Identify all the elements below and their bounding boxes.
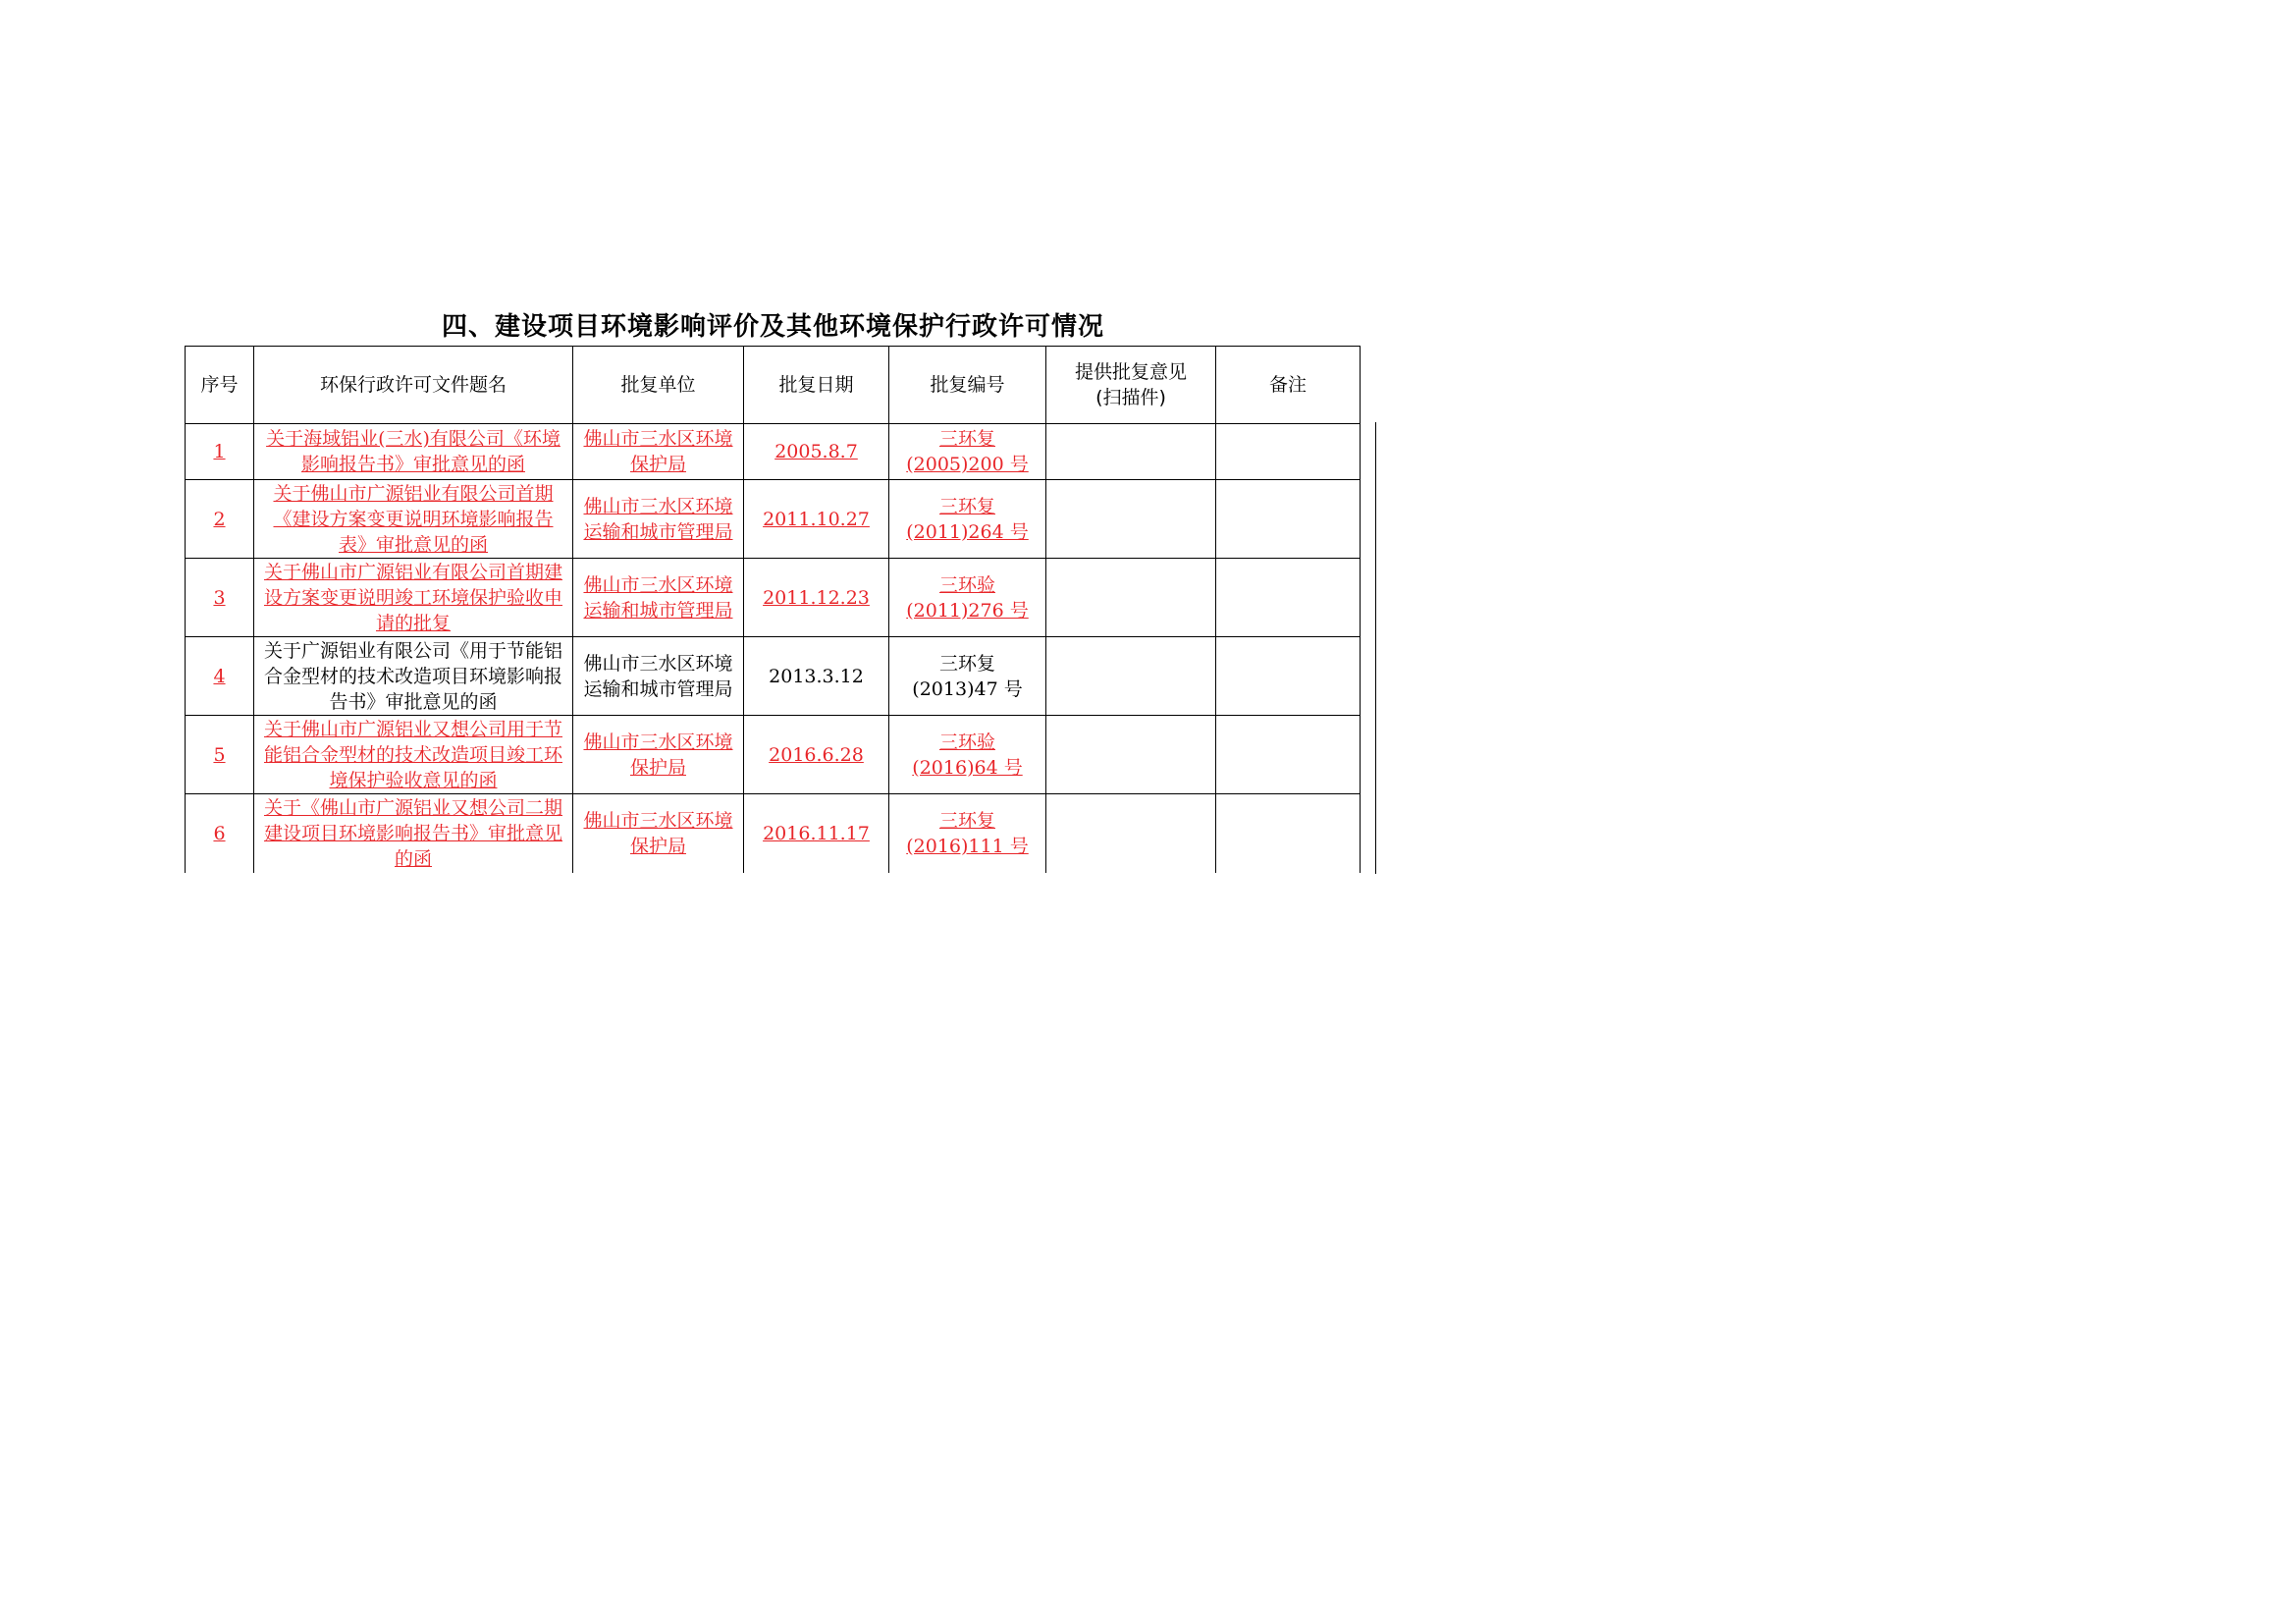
row-unit[interactable] bbox=[573, 794, 744, 873]
row-date[interactable] bbox=[744, 480, 889, 559]
row-scan bbox=[1046, 424, 1216, 480]
row-code-text[interactable]: 三环复(2005)200 号 bbox=[906, 428, 1029, 475]
row-code-text: 三环复(2013)47 号 bbox=[912, 652, 1023, 700]
row-date bbox=[744, 637, 889, 716]
row-remark bbox=[1216, 480, 1361, 559]
row-title-text: 关于广源铝业有限公司《用于节能铝合金型材的技术改造项目环境影响报告书》审批意见的函 bbox=[263, 639, 562, 713]
row-no[interactable] bbox=[186, 559, 254, 637]
table-row bbox=[186, 424, 1361, 480]
row-title[interactable] bbox=[254, 559, 573, 637]
row-no[interactable] bbox=[186, 480, 254, 559]
row-code[interactable] bbox=[889, 559, 1046, 637]
row-code-text[interactable]: 三环复(2011)264 号 bbox=[906, 495, 1029, 543]
row-title[interactable] bbox=[254, 424, 573, 480]
row-code bbox=[889, 637, 1046, 716]
row-unit-text[interactable]: 佛山市三水区环境保护局 bbox=[583, 731, 733, 779]
row-remark bbox=[1216, 716, 1361, 794]
row-no[interactable] bbox=[186, 424, 254, 480]
row-code[interactable] bbox=[889, 794, 1046, 873]
header-remark: 备注 bbox=[1216, 347, 1361, 424]
row-scan bbox=[1046, 559, 1216, 637]
row-unit-text[interactable]: 佛山市三水区环境保护局 bbox=[583, 809, 733, 857]
table-row bbox=[186, 480, 1361, 559]
row-scan bbox=[1046, 794, 1216, 873]
row-date-text[interactable]: 2005.8.7 bbox=[774, 441, 858, 462]
permits-table bbox=[185, 346, 1361, 873]
header-date: 批复日期 bbox=[744, 347, 889, 424]
row-unit-text[interactable]: 佛山市三水区环境运输和城市管理局 bbox=[583, 495, 733, 543]
row-unit-text[interactable]: 佛山市三水区环境保护局 bbox=[583, 428, 733, 475]
row-no[interactable] bbox=[186, 637, 254, 716]
row-scan bbox=[1046, 480, 1216, 559]
page-title: 四、建设项目环境影响评价及其他环境保护行政许可情况 bbox=[441, 312, 1104, 342]
header-no: 序号 bbox=[186, 347, 254, 424]
row-code[interactable] bbox=[889, 716, 1046, 794]
row-date-text: 2013.3.12 bbox=[769, 665, 864, 687]
row-code-text[interactable]: 三环复(2016)111 号 bbox=[906, 809, 1029, 857]
row-code-text[interactable]: 三环验(2016)64 号 bbox=[912, 731, 1023, 779]
row-title[interactable] bbox=[254, 480, 573, 559]
row-remark bbox=[1216, 424, 1361, 480]
row-date[interactable] bbox=[744, 424, 889, 480]
row-date-text[interactable]: 2011.12.23 bbox=[763, 586, 870, 609]
row-date-text[interactable]: 2016.6.28 bbox=[769, 743, 864, 766]
row-title-text[interactable]: 关于佛山市广源铝业有限公司首期《建设方案变更说明环境影响报告表》审批意见的函 bbox=[273, 482, 554, 556]
page-edge-line bbox=[1375, 422, 1376, 874]
row-title-text[interactable]: 关于佛山市广源铝业又想公司用于节能铝合金型材的技术改造项目竣工环境保护验收意见的函 bbox=[263, 718, 562, 791]
table-row bbox=[186, 716, 1361, 794]
row-no-text[interactable]: 1 bbox=[213, 441, 226, 462]
row-date-text[interactable]: 2011.10.27 bbox=[763, 508, 870, 530]
row-unit[interactable] bbox=[573, 559, 744, 637]
row-scan bbox=[1046, 716, 1216, 794]
header-scan-line1: 提供批复意见 bbox=[1074, 361, 1187, 383]
header-scan bbox=[1046, 347, 1216, 424]
row-unit-text[interactable]: 佛山市三水区环境运输和城市管理局 bbox=[583, 573, 733, 622]
row-date[interactable] bbox=[744, 716, 889, 794]
header-unit: 批复单位 bbox=[573, 347, 744, 424]
row-date[interactable] bbox=[744, 559, 889, 637]
header-doc-title: 环保行政许可文件题名 bbox=[254, 347, 573, 424]
row-title bbox=[254, 637, 573, 716]
row-unit bbox=[573, 637, 744, 716]
table-row bbox=[186, 559, 1361, 637]
row-remark bbox=[1216, 637, 1361, 716]
row-unit-text: 佛山市三水区环境运输和城市管理局 bbox=[583, 652, 733, 700]
row-title-text[interactable]: 关于佛山市广源铝业有限公司首期建设方案变更说明竣工环境保护验收申请的批复 bbox=[263, 561, 562, 634]
row-date[interactable] bbox=[744, 794, 889, 873]
row-code-text[interactable]: 三环验(2011)276 号 bbox=[906, 573, 1029, 622]
row-title-text[interactable]: 关于海域铝业(三水)有限公司《环境影响报告书》审批意见的函 bbox=[266, 428, 561, 475]
row-scan bbox=[1046, 637, 1216, 716]
row-code[interactable] bbox=[889, 424, 1046, 480]
row-no-text[interactable]: 5 bbox=[213, 743, 226, 766]
row-unit[interactable] bbox=[573, 480, 744, 559]
row-no-text[interactable]: 4 bbox=[213, 665, 226, 687]
row-title[interactable] bbox=[254, 716, 573, 794]
table-row bbox=[186, 637, 1361, 716]
row-no-text[interactable]: 3 bbox=[213, 586, 226, 609]
row-date-text[interactable]: 2016.11.17 bbox=[763, 822, 870, 844]
row-title[interactable] bbox=[254, 794, 573, 873]
row-code[interactable] bbox=[889, 480, 1046, 559]
header-row bbox=[186, 347, 1361, 424]
row-no-text[interactable]: 2 bbox=[213, 508, 226, 530]
row-unit[interactable] bbox=[573, 424, 744, 480]
row-no[interactable] bbox=[186, 716, 254, 794]
row-no-text[interactable]: 6 bbox=[213, 822, 226, 844]
row-remark bbox=[1216, 794, 1361, 873]
row-no[interactable] bbox=[186, 794, 254, 873]
header-code: 批复编号 bbox=[889, 347, 1046, 424]
row-title-text[interactable]: 关于《佛山市广源铝业又想公司二期建设项目环境影响报告书》审批意见的函 bbox=[263, 796, 562, 870]
table-row bbox=[186, 794, 1361, 873]
row-unit[interactable] bbox=[573, 716, 744, 794]
row-remark bbox=[1216, 559, 1361, 637]
header-scan-line2: (扫描件) bbox=[1095, 387, 1166, 408]
